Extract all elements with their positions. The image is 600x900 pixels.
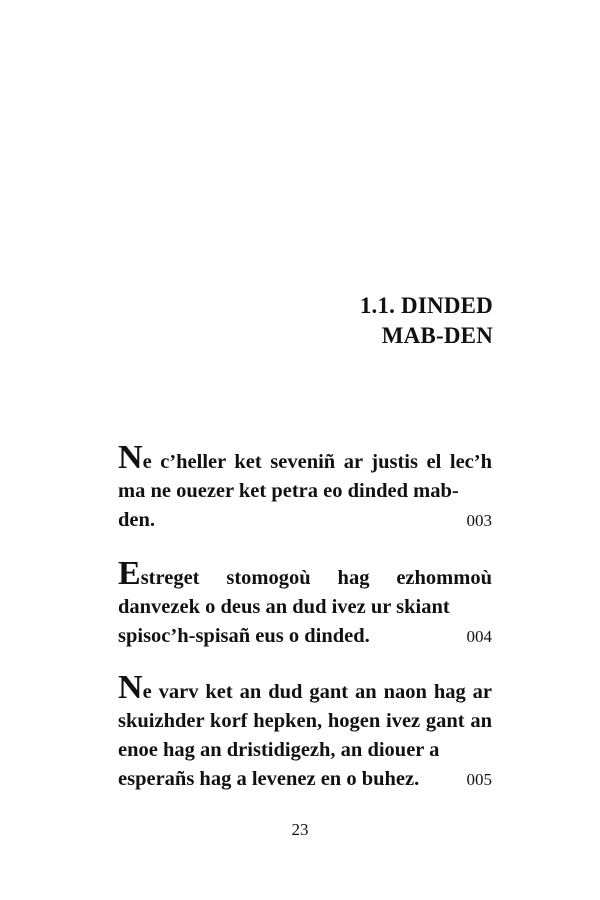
paragraph-last-line <box>118 622 492 651</box>
paragraph-text-end: den. <box>118 509 156 531</box>
chapter-title <box>360 291 493 351</box>
paragraph-reference-number: 005 <box>466 770 492 789</box>
paragraph-text: e varv ket an dud gant an naon hag ar skuizhder korf hepken, hogen ivez gant an enoe hag an dristidigezh, an diouer a <box>118 681 492 761</box>
drop-cap: N <box>118 439 143 476</box>
paragraph-004 <box>118 555 492 651</box>
paragraph-text-end: esperañs hag a levenez en o buhez. <box>118 768 420 790</box>
drop-cap: E <box>118 555 141 592</box>
paragraph-003 <box>118 439 492 535</box>
chapter-title-line-2: MAB-DEN <box>381 323 493 348</box>
paragraph-last-line <box>118 765 492 794</box>
chapter-title-line-1: 1.1. DINDED <box>359 293 493 318</box>
drop-cap: N <box>118 669 143 706</box>
paragraph-reference-number: 003 <box>466 511 492 530</box>
paragraph-text: streget stomogoù hag ezhommoù danvezek o deus an dud ivez ur skiant <box>118 567 492 618</box>
paragraph-reference-number: 004 <box>466 627 492 646</box>
page-number: 23 <box>291 820 309 839</box>
paragraph-text: e c’heller ket seveniñ ar justis el lec’h ma ne ouezer ket petra eo dinded mab- <box>118 451 492 502</box>
paragraph-last-line <box>118 506 492 535</box>
paragraph-005 <box>118 669 492 794</box>
paragraph-text-end: spisoc’h-spisañ eus o dinded. <box>118 625 370 647</box>
